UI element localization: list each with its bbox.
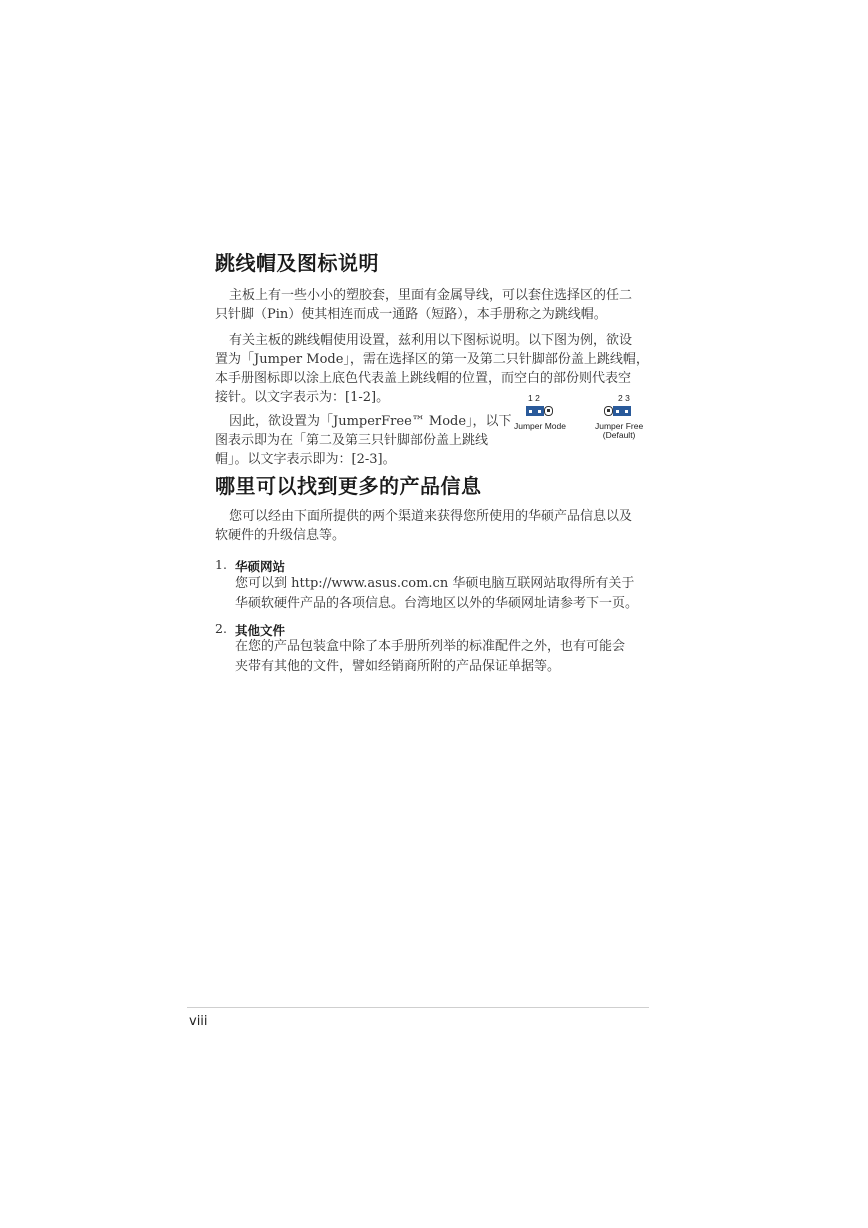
list-item-body-other-docs xyxy=(235,637,649,677)
list-number: 2. xyxy=(215,621,227,636)
footer-divider xyxy=(187,1007,649,1008)
jumper-free-label-line1: Jumper Free xyxy=(595,421,644,431)
pin-capped xyxy=(535,406,544,416)
list-item-body-asus-website xyxy=(235,574,649,614)
pin-numbers-left: 1 2 xyxy=(528,393,540,403)
list-number: 1. xyxy=(215,557,227,572)
page-number: viii xyxy=(189,1014,208,1029)
text-line: 本手册图标即以涂上底色代表盖上跳线帽的位置，而空白的部份则代表空 xyxy=(215,371,632,386)
paragraph-jumper-intro xyxy=(215,286,649,324)
section-title-jumper: 跳线帽及图标说明 xyxy=(215,251,379,275)
paragraph-jumperfree xyxy=(215,412,512,469)
pin-capped xyxy=(622,406,631,416)
text-line: 因此，欲设置为「JumperFree™ Mode」，以下 xyxy=(229,414,512,429)
paragraph-more-info-intro xyxy=(215,507,649,545)
text-line: 只针脚（Pin）使其相连而成一通路（短路），本手册称之为跳线帽。 xyxy=(215,307,607,322)
jumper-free-icon xyxy=(604,406,631,416)
pin-open xyxy=(544,406,553,416)
text-line: 帽」。以文字表示即为：[2-3]。 xyxy=(215,452,396,467)
text-line: 夹带有其他的文件，譬如经销商所附的产品保证单据等。 xyxy=(235,659,561,674)
text-line: 置为「Jumper Mode」，需在选择区的第一及第二只针脚部份盖上跳线帽， xyxy=(215,352,649,367)
section-title-more-info: 哪里可以找到更多的产品信息 xyxy=(215,474,482,498)
text-line: 在您的产品包装盒中除了本手册所列举的标准配件之外，也有可能会 xyxy=(235,639,626,654)
list-item-title-other-docs: 其他文件 xyxy=(235,623,286,638)
list-item-title-asus-website: 华硕网站 xyxy=(235,559,286,574)
text-line: 有关主板的跳线帽使用设置，兹利用以下图标说明。以下图为例，欲设 xyxy=(229,333,633,348)
pin-capped xyxy=(526,406,535,416)
pin-numbers-right: 2 3 xyxy=(618,393,630,403)
jumper-figure xyxy=(510,392,655,442)
pin-capped xyxy=(613,406,622,416)
text-line: 主板上有一些小小的塑胶套，里面有金属导线，可以套住选择区的任二 xyxy=(229,288,633,303)
text-line: 软硬件的升级信息等。 xyxy=(215,528,346,543)
jumper-mode-label: Jumper Mode xyxy=(514,421,566,431)
pin-open xyxy=(604,406,613,416)
jumper-mode-icon xyxy=(526,406,553,416)
text-line: 您可以经由下面所提供的两个渠道来获得您所使用的华硕产品信息以及 xyxy=(229,509,633,524)
jumper-free-label-line2: (Default) xyxy=(602,430,636,440)
text-line: 图表示即为在「第二及第三只针脚部份盖上跳线 xyxy=(215,433,489,448)
text-line: 接针。以文字表示为：[1-2]。 xyxy=(215,390,390,405)
text-line: 您可以到 http://www.asus.com.cn 华硕电脑互联网站取得所有关于 xyxy=(235,576,635,591)
text-line: 华硕软硬件产品的各项信息。台湾地区以外的华硕网址请参考下一页。 xyxy=(235,596,639,611)
jumper-free-label xyxy=(595,422,643,440)
